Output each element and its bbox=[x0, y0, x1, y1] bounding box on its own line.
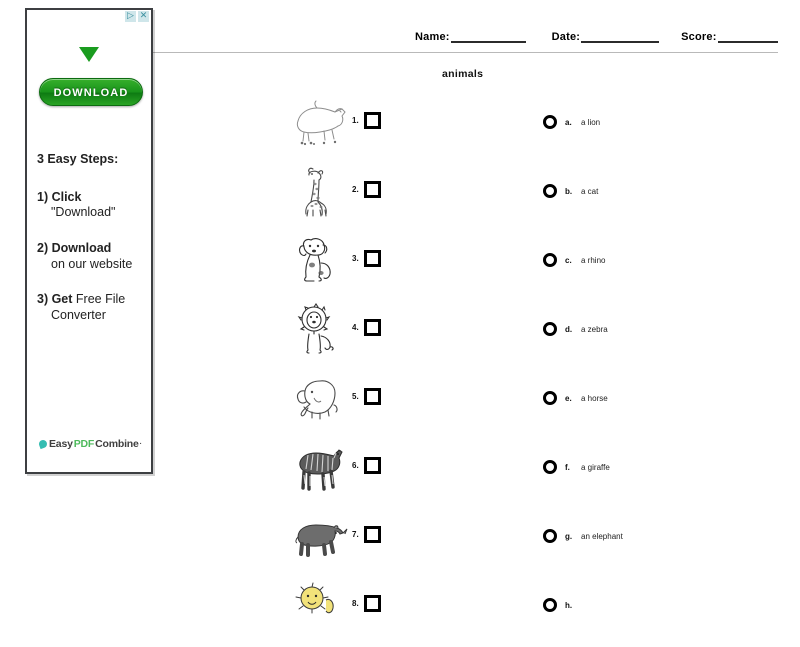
lion-icon bbox=[290, 302, 352, 360]
answer-checkbox[interactable] bbox=[364, 250, 381, 267]
answer-text: a giraffe bbox=[581, 463, 610, 472]
page-title: animals bbox=[442, 68, 484, 80]
answer-radio[interactable] bbox=[543, 253, 557, 267]
question-row bbox=[290, 302, 400, 371]
answer-option[interactable] bbox=[543, 95, 773, 164]
answer-text: a lion bbox=[581, 118, 601, 127]
ad-controls[interactable] bbox=[125, 11, 149, 22]
answer-letter: g. bbox=[565, 532, 573, 541]
close-icon[interactable]: ✕ bbox=[139, 11, 148, 21]
answer-option[interactable] bbox=[543, 371, 773, 440]
question-row bbox=[290, 164, 400, 233]
answer-radio[interactable] bbox=[543, 184, 557, 198]
download-button[interactable]: DOWNLOAD bbox=[39, 78, 143, 106]
answer-text: a cat bbox=[581, 187, 599, 196]
answer-checkbox[interactable] bbox=[364, 457, 381, 474]
question-number: 7. bbox=[352, 530, 359, 539]
answer-text: a rhino bbox=[581, 256, 606, 265]
question-number: 2. bbox=[352, 185, 359, 194]
date-field-group bbox=[552, 30, 660, 43]
horse-icon bbox=[290, 95, 352, 153]
answer-checkbox[interactable] bbox=[364, 319, 381, 336]
advertisement-panel[interactable] bbox=[25, 8, 153, 474]
logo-mark-icon bbox=[38, 439, 48, 449]
answer-option[interactable] bbox=[543, 164, 773, 233]
answer-radio[interactable] bbox=[543, 115, 557, 129]
logo-trademark: · bbox=[139, 440, 142, 448]
question-number: 1. bbox=[352, 116, 359, 125]
question-row bbox=[290, 95, 400, 164]
ad-step-3-inline: Free File bbox=[72, 292, 126, 307]
answer-text: a horse bbox=[581, 394, 608, 403]
answer-radio[interactable] bbox=[543, 598, 557, 612]
answer-column bbox=[543, 95, 773, 647]
question-number: 6. bbox=[352, 461, 359, 470]
download-arrow-icon bbox=[27, 46, 151, 68]
ad-step-3-detail: Converter bbox=[51, 307, 106, 322]
name-blank-line[interactable] bbox=[451, 30, 526, 43]
answer-radio[interactable] bbox=[543, 322, 557, 336]
question-row bbox=[290, 578, 400, 647]
ad-step-2 bbox=[37, 241, 149, 272]
answer-option[interactable] bbox=[543, 302, 773, 371]
score-blank-line[interactable] bbox=[718, 30, 778, 43]
score-label: Score: bbox=[681, 31, 717, 43]
logo-part-easy: Easy bbox=[49, 438, 73, 450]
question-number: 4. bbox=[352, 323, 359, 332]
answer-letter: c. bbox=[565, 256, 572, 265]
answer-checkbox[interactable] bbox=[364, 181, 381, 198]
logo-part-combine: Combine bbox=[95, 438, 139, 450]
answer-letter: a. bbox=[565, 118, 572, 127]
score-field-group bbox=[681, 30, 777, 43]
giraffe-icon bbox=[290, 164, 352, 222]
date-blank-line[interactable] bbox=[581, 30, 659, 43]
answer-option[interactable] bbox=[543, 509, 773, 578]
answer-letter: f. bbox=[565, 463, 570, 472]
answer-radio[interactable] bbox=[543, 529, 557, 543]
logo-part-pdf: PDF bbox=[73, 438, 95, 450]
answer-option[interactable] bbox=[543, 578, 773, 647]
rhino-icon bbox=[290, 509, 352, 567]
ad-step-1-title bbox=[37, 190, 149, 206]
answer-text: a zebra bbox=[581, 325, 608, 334]
question-number: 8. bbox=[352, 599, 359, 608]
ad-step-3-bold: 3) Get bbox=[37, 292, 73, 307]
answer-radio[interactable] bbox=[543, 391, 557, 405]
elephant-icon bbox=[290, 371, 352, 429]
name-field-group bbox=[415, 30, 526, 43]
answer-checkbox[interactable] bbox=[364, 595, 381, 612]
worksheet-header-fields bbox=[415, 30, 785, 43]
question-row bbox=[290, 371, 400, 440]
answer-radio[interactable] bbox=[543, 460, 557, 474]
ad-step-3-title bbox=[37, 292, 149, 308]
ad-step-2-title bbox=[37, 241, 149, 257]
question-column bbox=[290, 95, 400, 647]
ad-step-2-detail: on our website bbox=[51, 256, 133, 271]
answer-option[interactable] bbox=[543, 233, 773, 302]
question-row bbox=[290, 233, 400, 302]
ad-step-3 bbox=[37, 292, 149, 323]
question-row bbox=[290, 440, 400, 509]
answer-letter: h. bbox=[565, 601, 573, 610]
easypdfcombine-logo[interactable] bbox=[39, 438, 142, 450]
question-number: 3. bbox=[352, 254, 359, 263]
ad-heading: 3 Easy Steps: bbox=[37, 152, 119, 166]
question-row bbox=[290, 509, 400, 578]
ad-step-2-bold: 2) Download bbox=[37, 240, 112, 255]
date-label: Date: bbox=[551, 31, 581, 43]
ad-instructions bbox=[37, 152, 149, 343]
question-number: 5. bbox=[352, 392, 359, 401]
answer-letter: d. bbox=[565, 325, 573, 334]
answer-letter: e. bbox=[565, 394, 572, 403]
answer-text: an elephant bbox=[581, 532, 623, 541]
answer-checkbox[interactable] bbox=[364, 112, 381, 129]
adchoices-icon[interactable]: ▷ bbox=[125, 11, 136, 22]
answer-checkbox[interactable] bbox=[364, 388, 381, 405]
lion-color-icon bbox=[290, 578, 352, 636]
ad-step-1-detail: "Download" bbox=[51, 205, 116, 220]
ad-step-1 bbox=[37, 190, 149, 221]
answer-letter: b. bbox=[565, 187, 573, 196]
dog-icon bbox=[290, 233, 352, 291]
answer-option[interactable] bbox=[543, 440, 773, 509]
zebra-icon bbox=[290, 440, 352, 498]
answer-checkbox[interactable] bbox=[364, 526, 381, 543]
name-label: Name: bbox=[415, 31, 450, 43]
ad-step-1-bold: 1) Click bbox=[37, 189, 82, 204]
